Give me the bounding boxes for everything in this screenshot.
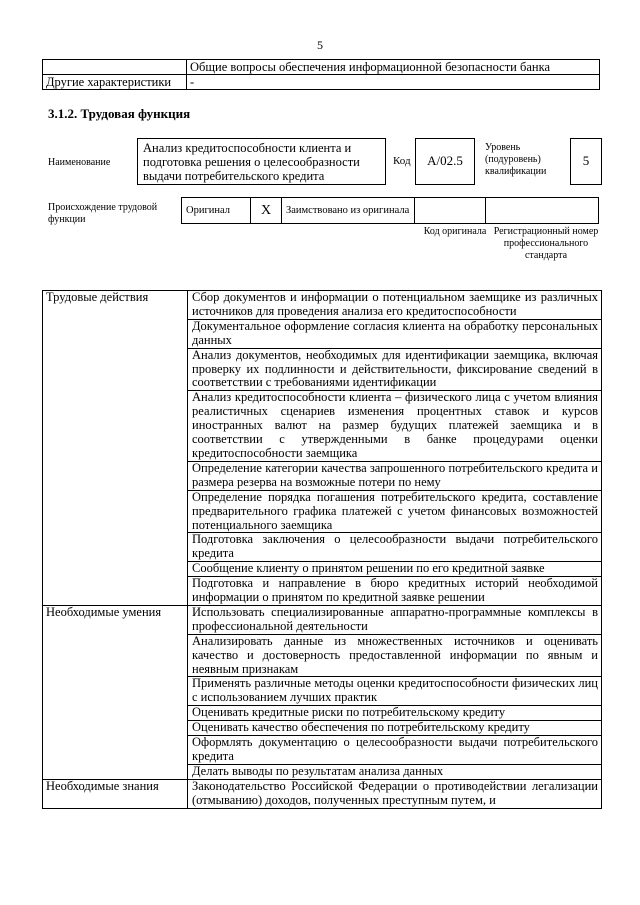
table-cell: -	[187, 75, 600, 90]
table-row	[43, 291, 602, 320]
continuation-table	[42, 59, 600, 90]
page-number: 5	[317, 38, 323, 52]
origin-table	[181, 197, 599, 224]
item-cell: Использовать специализированные аппаратно-программные комплексы в профессиональной деятельности	[188, 605, 602, 634]
item-cell: Сообщение клиенту о принятом решении по его кредитной заявке	[188, 562, 602, 577]
item-cell: Подготовка и направление в бюро кредитных историй необходимой информации о принятом по кредитной заявке решении	[188, 577, 602, 606]
category-cell: Необходимые знания	[43, 779, 188, 808]
item-cell: Оценивать качество обеспечения по потребительскому кредиту	[188, 721, 602, 736]
item-cell: Определение порядка погашения потребительского кредита, составление предварительного графика платежей с учетом финансовых возможностей потенциального заемщика	[188, 490, 602, 533]
item-cell: Определение категории качества запрошенного потребительского кредита и размера резерва на возможные потери по нему	[188, 461, 602, 490]
original-mark: X	[251, 198, 282, 224]
table-row	[43, 75, 600, 90]
code-original-cell	[415, 198, 486, 224]
name-label: Наименование	[48, 157, 111, 168]
item-cell: Документальное оформление согласия клиента на обработку персональных данных	[188, 319, 602, 348]
borrowed-cell: Заимствовано из оригинала	[282, 198, 415, 224]
code-original-label: Код оригинала	[423, 226, 487, 237]
item-cell: Анализ кредитоспособности клиента – физического лица с учетом влияния реалистичных сценариев изменения процентных ставок и курсов иностранных валют на размер будущих платежей заемщика и в соответствии с утвержденными в банке процедурами оценки кредитоспособности заемщика	[188, 391, 602, 462]
item-cell: Анализ документов, необходимых для идентификации заемщика, включая проверку их подлинности и действительности, фиксирование сведений в соответствии с требованиями идентификации	[188, 348, 602, 391]
item-cell: Сбор документов и информации о потенциальном заемщике из различных источников для проведения анализа его кредитоспособности	[188, 291, 602, 320]
level-label: Уровень (подуровень) квалификации	[485, 142, 547, 177]
item-cell: Анализировать данные из множественных источников и оценивать качество и достоверность предоставленной информации по явным и неявным признакам	[188, 634, 602, 677]
code-box: A/02.5	[415, 138, 475, 185]
item-cell: Оформлять документацию о целесообразности выдачи потребительского кредита	[188, 736, 602, 765]
category-cell: Необходимые умения	[43, 605, 188, 779]
item-cell: Законодательство Российской Федерации о противодействии легализации (отмыванию) доходов, полученных преступным путем, и	[188, 779, 602, 808]
code-label: Код	[393, 155, 411, 167]
item-cell: Подготовка заключения о целесообразности выдачи потребительского кредита	[188, 533, 602, 562]
original-cell: Оригинал	[182, 198, 251, 224]
origin-label: Происхождение трудовой функции	[48, 202, 158, 225]
function-name-box: Анализ кредитоспособности клиента и подготовка решения о целесообразности выдачи потребительского кредита	[137, 138, 386, 185]
table-row	[43, 605, 602, 634]
item-cell: Применять различные методы оценки кредитоспособности физических лиц с использованием лучших практик	[188, 677, 602, 706]
category-cell: Трудовые действия	[43, 291, 188, 606]
empty-cell	[43, 60, 187, 75]
item-cell: Оценивать кредитные риски по потребительскому кредиту	[188, 706, 602, 721]
item-cell: Делать выводы по результатам анализа данных	[188, 764, 602, 779]
reg-number-label: Регистрационный номер профессионального стандарта	[493, 226, 599, 261]
table-row	[182, 198, 599, 224]
section-title: 3.1.2. Трудовая функция	[48, 106, 191, 121]
table-cell: Общие вопросы обеспечения информационной безопасности банка	[187, 60, 600, 75]
function-details-table	[42, 290, 602, 809]
table-row	[43, 60, 600, 75]
level-box: 5	[570, 138, 602, 185]
reg-number-cell	[486, 198, 599, 224]
table-cell: Другие характеристики	[43, 75, 187, 90]
table-row	[43, 779, 602, 808]
